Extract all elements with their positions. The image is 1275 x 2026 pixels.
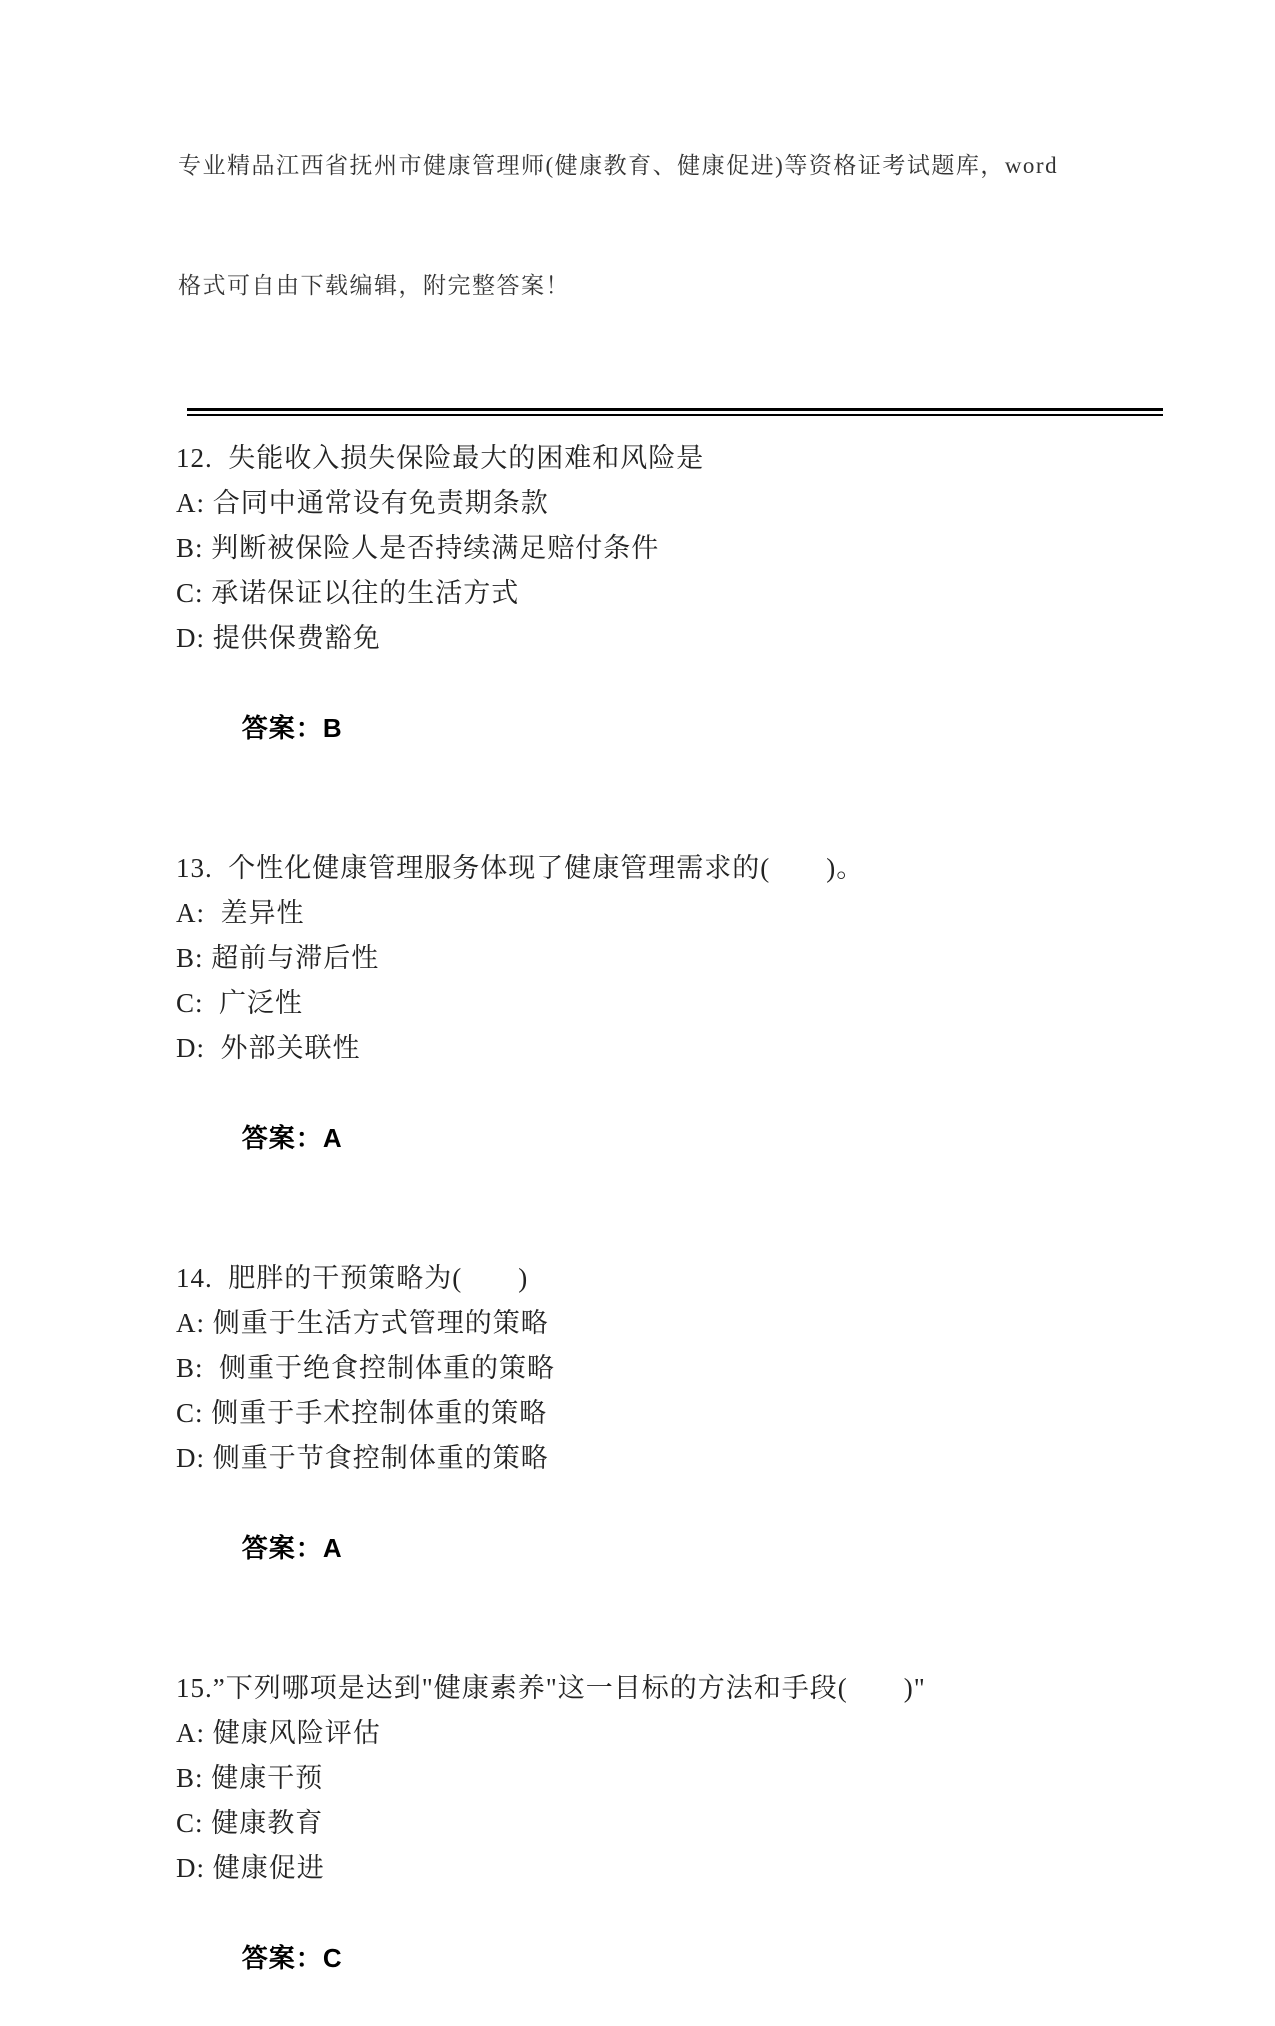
question-option: A: 合同中通常设有免责期条款 <box>176 488 549 518</box>
answer-line <box>176 1071 1215 1206</box>
answer-value: A <box>322 1533 343 1563</box>
header-line-2: 格式可自由下载编辑，附完整答案！ <box>178 273 570 298</box>
answer-label: 答案： <box>241 713 323 743</box>
question-block <box>176 1256 1215 1616</box>
answer-line <box>176 1481 1215 1616</box>
answer-label: 答案： <box>241 1533 323 1563</box>
question-options <box>176 891 1215 1071</box>
questions <box>176 436 1215 2026</box>
question-option: A: 健康风险评估 <box>176 1718 381 1748</box>
question-option: D: 健康促进 <box>176 1853 325 1883</box>
question-option: C: 健康教育 <box>176 1808 324 1838</box>
question-title: 12. 失能收入损失保险最大的困难和风险是 <box>176 443 705 473</box>
answer-label: 答案： <box>241 1123 323 1153</box>
question-title: 14. 肥胖的干预策略为( ) <box>176 1263 529 1293</box>
answer-value: A <box>322 1123 343 1153</box>
question-option: C: 承诺保证以往的生活方式 <box>176 578 520 608</box>
question-option: D: 侧重于节食控制体重的策略 <box>176 1443 549 1473</box>
question-option: C: 侧重于手术控制体重的策略 <box>176 1398 548 1428</box>
question-block <box>176 1666 1215 2026</box>
question-block <box>176 846 1215 1206</box>
document-page <box>0 66 1275 1973</box>
question-option: C: 广泛性 <box>176 988 304 1018</box>
question-option: B: 超前与滞后性 <box>176 943 380 973</box>
question-option: B: 健康干预 <box>176 1763 324 1793</box>
answer-value: C <box>322 1943 343 1973</box>
question-option: A: 侧重于生活方式管理的策略 <box>176 1308 549 1338</box>
question-block <box>176 436 1215 796</box>
answer-line <box>176 1891 1215 2026</box>
header-line-1: 专业精品江西省抚州市健康管理师(健康教育、健康促进)等资格证考试题库，word <box>178 153 1059 178</box>
question-option: D: 提供保费豁免 <box>176 623 381 653</box>
question-title: 13. 个性化健康管理服务体现了健康管理需求的( )。 <box>176 853 865 883</box>
question-options <box>176 481 1215 661</box>
answer-label: 答案： <box>241 1943 323 1973</box>
question-option: D: 外部关联性 <box>176 1033 361 1063</box>
answer-value: B <box>322 713 343 743</box>
question-options <box>176 1711 1215 1891</box>
document-header <box>178 66 1195 386</box>
question-options <box>176 1301 1215 1481</box>
question-title: 15.”下列哪项是达到"健康素养"这一目标的方法和手段( )" <box>176 1673 926 1703</box>
question-option: B: 判断被保险人是否持续满足赔付条件 <box>176 533 660 563</box>
header-rule <box>187 408 1163 416</box>
question-option: B: 侧重于绝食控制体重的策略 <box>176 1353 556 1383</box>
question-option: A: 差异性 <box>176 898 305 928</box>
answer-line <box>176 661 1215 796</box>
